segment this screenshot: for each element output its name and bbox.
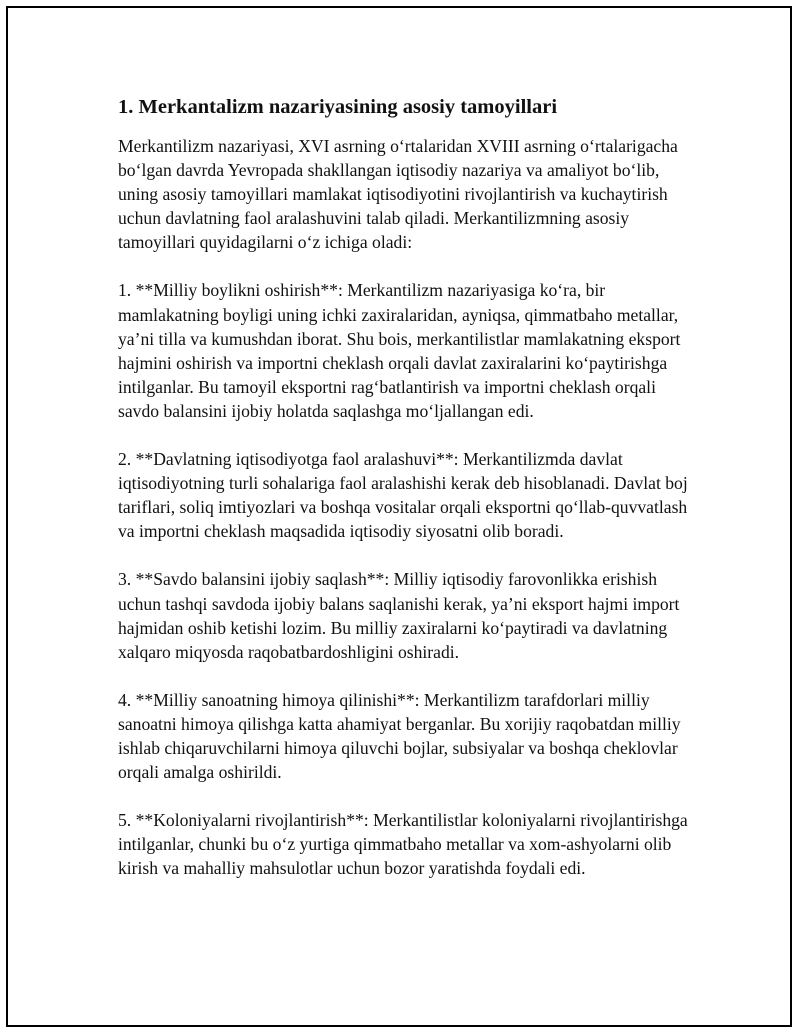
principle-5-paragraph: 5. **Koloniyalarni rivojlantirish**: Merkantilistlar koloniyalarni rivojlantirishga intilganlar, chunki bu o‘z yurtiga qimmatbaho metallar va xom-ashyolarni olib kirish va mahalliy mahsulotlar uchun bozor yaratishda foydali edi. — [118, 810, 688, 879]
principle-3-paragraph: 3. **Savdo balansini ijobiy saqlash**: Milliy iqtisodiy farovonlikka erishish uchun tashqi savdoda ijobiy balans saqlanishi kerak, ya’ni eksport hajmi import hajmidan oshib ketishi lozim. Bu milliy zaxiralarni ko‘paytiradi va davlatning xalqaro miqyosda raqobatbardoshligini oshiradi. — [118, 569, 680, 662]
principle-4-paragraph: 4. **Milliy sanoatning himoya qilinishi**: Merkantilizm tarafdorlari milliy sanoatni himoya qilishga katta ahamiyat berganlar. Bu xorijiy raqobatdan milliy ishlab chiqaruvchilarni himoya qiluvchi bojlar, subsiyalar va boshqa cheklovlar orqali amalga oshirildi. — [118, 689, 681, 783]
intro-paragraph: Merkantilizm nazariyasi, XVI asrning o‘rtalaridan XVIII asrning o‘rtalarigacha bo‘lgan davrda Yevropada shakllangan iqtisodiy nazariya va amaliyot bo‘lib, uning asosiy tamoyillari mamlakat iqtisodiyotini rivojlantirish va kuchaytirish uchun davlatning faol aralashuvini talab qiladi. Merkantilizmning asosiy tamoyillari quyidagilarni o‘z ichiga oladi: — [118, 136, 678, 253]
principle-1-paragraph: 1. **Milliy boylikni oshirish**: Merkantilizm nazariyasiga ko‘ra, bir mamlakatning boyligi uning ichki zaxiralaridan, ayniqsa, qimmatbaho metallar, ya’ni tilla va kumushdan iborat. Shu bois, merkantilistlar mamlakatning eksport hajmini oshirish va importni cheklash orqali davlat zaxiralarini ko‘paytirishga intilganlar. Bu tamoyil eksportni rag‘batlantirish va importni cheklash orqali savdo balansini ijobiy holatda saqlashga mo‘ljallangan edi. — [118, 280, 681, 421]
document-body — [118, 90, 688, 904]
section-heading: 1. Merkantalizm nazariyasining asosiy tamoyillari — [118, 96, 558, 118]
principle-2-paragraph: 2. **Davlatning iqtisodiyotga faol aralashuvi**: Merkantilizmda davlat iqtisodiyotning turli sohalariga faol aralashishi kerak deb hisoblanadi. Davlat boj tariflari, soliq imtiyozlari va boshqa vositalar orqali eksportni qo‘llab-quvvatlash va importni cheklash maqsadida iqtisodiy siyosatni olib boradi. — [118, 449, 688, 542]
